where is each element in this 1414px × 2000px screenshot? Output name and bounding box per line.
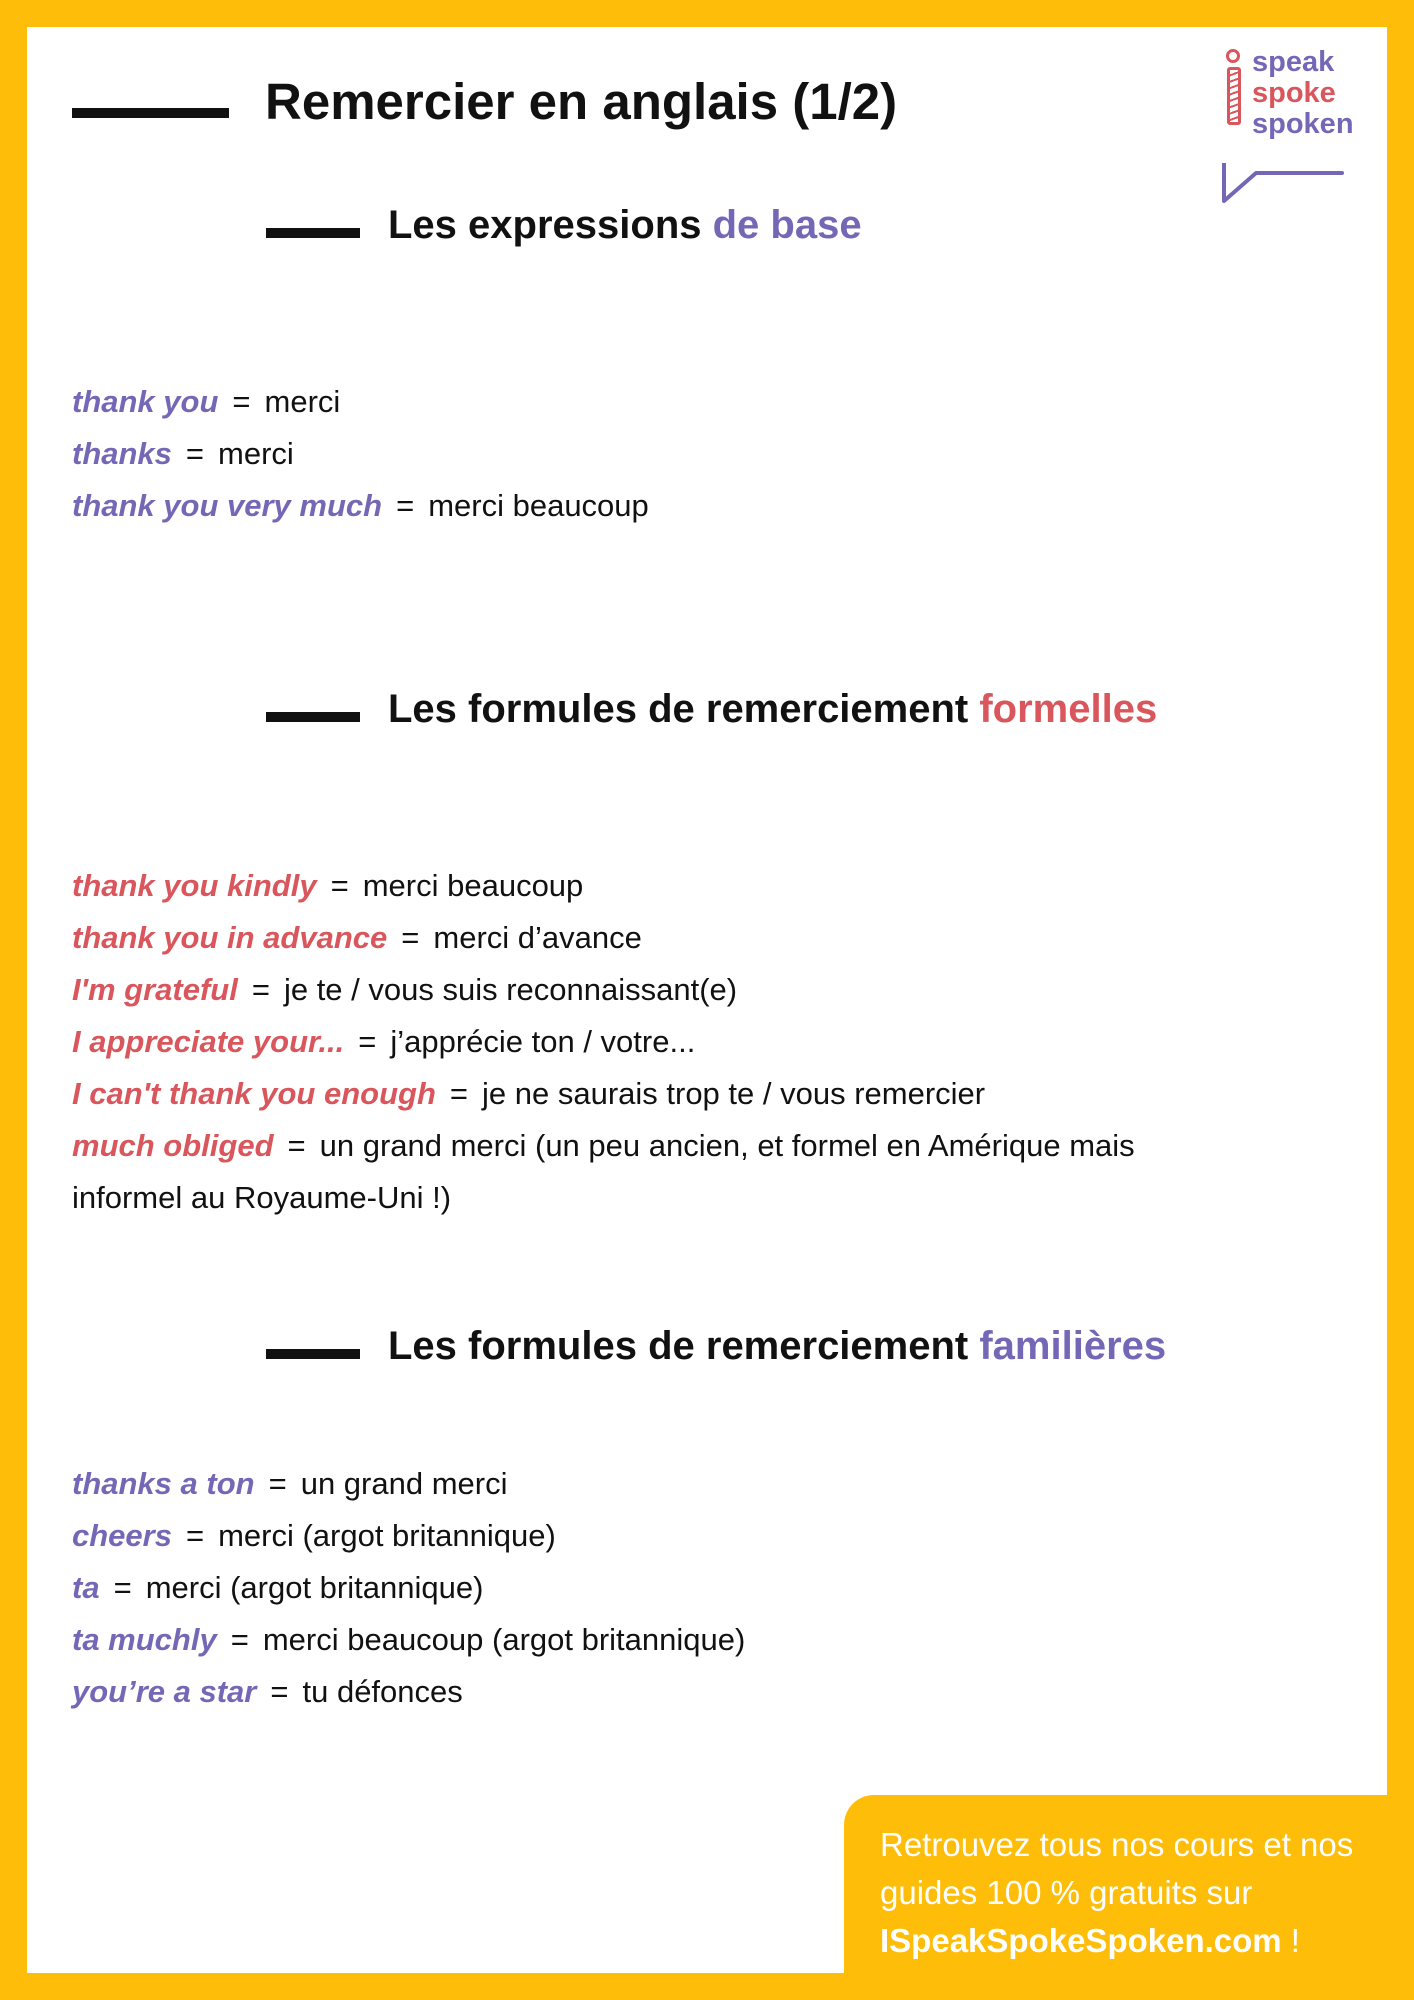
title-dash bbox=[72, 108, 229, 118]
french-translation: merci d’avance bbox=[433, 920, 642, 955]
equals-sign: = bbox=[396, 488, 415, 523]
equals-sign: = bbox=[251, 972, 270, 1007]
section-title-text: Les expressions bbox=[388, 203, 713, 247]
equals-sign: = bbox=[449, 1076, 468, 1111]
english-phrase: ta muchly bbox=[72, 1622, 217, 1657]
logo-wordmark bbox=[1252, 47, 1354, 140]
promo-message: Retrouvez tous nos cours et nos guides 100 % gratuits sur bbox=[880, 1826, 1354, 1911]
equals-sign: = bbox=[330, 868, 349, 903]
list-item bbox=[72, 1510, 745, 1562]
french-translation: un grand merci (un peu ancien, et formel en Amérique mais informel au Royaume-Uni !) bbox=[72, 1128, 1135, 1215]
equals-sign: = bbox=[287, 1128, 306, 1163]
list-item bbox=[72, 428, 649, 480]
section-title-accent: familières bbox=[979, 1324, 1167, 1368]
section-dash bbox=[266, 228, 360, 238]
french-translation: un grand merci bbox=[300, 1466, 508, 1501]
phrase-list-formal bbox=[72, 860, 1232, 1224]
english-phrase: thank you kindly bbox=[72, 868, 317, 903]
english-phrase: I'm grateful bbox=[72, 972, 238, 1007]
equals-sign: = bbox=[268, 1466, 287, 1501]
english-phrase: I appreciate your... bbox=[72, 1024, 345, 1059]
english-phrase: I can't thank you enough bbox=[72, 1076, 436, 1111]
french-translation: merci beaucoup bbox=[362, 868, 584, 903]
section-title-formal bbox=[388, 685, 1157, 733]
equals-sign: = bbox=[230, 1622, 249, 1657]
list-item bbox=[72, 1016, 1232, 1068]
equals-sign: = bbox=[358, 1024, 377, 1059]
equals-sign: = bbox=[113, 1570, 132, 1605]
french-translation: merci beaucoup bbox=[428, 488, 649, 523]
french-translation: j’apprécie ton / votre... bbox=[390, 1024, 696, 1059]
section-title-text: Les formules de remerciement bbox=[388, 1324, 980, 1368]
list-item bbox=[72, 1614, 745, 1666]
list-item bbox=[72, 912, 1232, 964]
list-item bbox=[72, 860, 1232, 912]
section-dash bbox=[266, 1349, 360, 1359]
promo-box bbox=[844, 1795, 1387, 1973]
promo-text bbox=[880, 1821, 1387, 1965]
list-item bbox=[72, 1458, 745, 1510]
equals-sign: = bbox=[232, 384, 251, 419]
english-phrase: much obliged bbox=[72, 1128, 274, 1163]
list-item bbox=[72, 480, 649, 532]
french-translation: je te / vous suis reconnaissant(e) bbox=[283, 972, 738, 1007]
english-phrase: cheers bbox=[72, 1518, 172, 1553]
section-title-accent: de base bbox=[712, 203, 862, 247]
french-translation: merci bbox=[218, 436, 294, 471]
list-item bbox=[72, 964, 1232, 1016]
site-link[interactable]: ISpeakSpokeSpoken.com bbox=[880, 1922, 1282, 1959]
french-translation: je ne saurais trop te / vous remercier bbox=[482, 1076, 986, 1111]
english-phrase: thanks bbox=[72, 436, 172, 471]
logo[interactable] bbox=[1222, 43, 1352, 223]
equals-sign: = bbox=[185, 436, 205, 471]
logo-i-stem-icon bbox=[1227, 67, 1241, 125]
section-dash bbox=[266, 712, 360, 722]
english-phrase: you’re a star bbox=[72, 1674, 257, 1709]
speech-bubble-icon bbox=[1222, 163, 1347, 213]
section-title-text: Les formules de remerciement bbox=[388, 687, 980, 731]
equals-sign: = bbox=[401, 920, 420, 955]
section-title-informal bbox=[388, 1322, 1166, 1370]
logo-i-dot-icon bbox=[1226, 49, 1240, 63]
french-translation: merci (argot britannique) bbox=[145, 1570, 484, 1605]
section-title-basic bbox=[388, 201, 862, 249]
logo-word-speak: speak bbox=[1252, 46, 1335, 78]
equals-sign: = bbox=[270, 1674, 289, 1709]
english-phrase: thanks a ton bbox=[72, 1466, 255, 1501]
page-sheet bbox=[27, 27, 1387, 1973]
english-phrase: thank you very much bbox=[72, 488, 383, 523]
list-item bbox=[72, 1666, 745, 1718]
french-translation: merci bbox=[264, 384, 341, 419]
english-phrase: ta bbox=[72, 1570, 100, 1605]
french-translation: merci (argot britannique) bbox=[218, 1518, 556, 1553]
phrase-list-basic bbox=[72, 376, 649, 532]
english-phrase: thank you bbox=[72, 384, 219, 419]
section-title-accent: formelles bbox=[979, 687, 1158, 731]
promo-suffix: ! bbox=[1281, 1922, 1300, 1959]
page-title: Remercier en anglais (1/2) bbox=[265, 73, 898, 130]
list-item bbox=[72, 1562, 745, 1614]
french-translation: tu défonces bbox=[302, 1674, 463, 1709]
logo-word-spoken: spoken bbox=[1252, 108, 1354, 140]
french-translation: merci beaucoup (argot britannique) bbox=[262, 1622, 746, 1657]
list-item bbox=[72, 1068, 1232, 1120]
logo-word-spoke: spoke bbox=[1252, 77, 1336, 109]
list-item bbox=[72, 376, 649, 428]
list-item bbox=[72, 1120, 1232, 1224]
english-phrase: thank you in advance bbox=[72, 920, 388, 955]
equals-sign: = bbox=[185, 1518, 205, 1553]
phrase-list-informal bbox=[72, 1458, 745, 1718]
